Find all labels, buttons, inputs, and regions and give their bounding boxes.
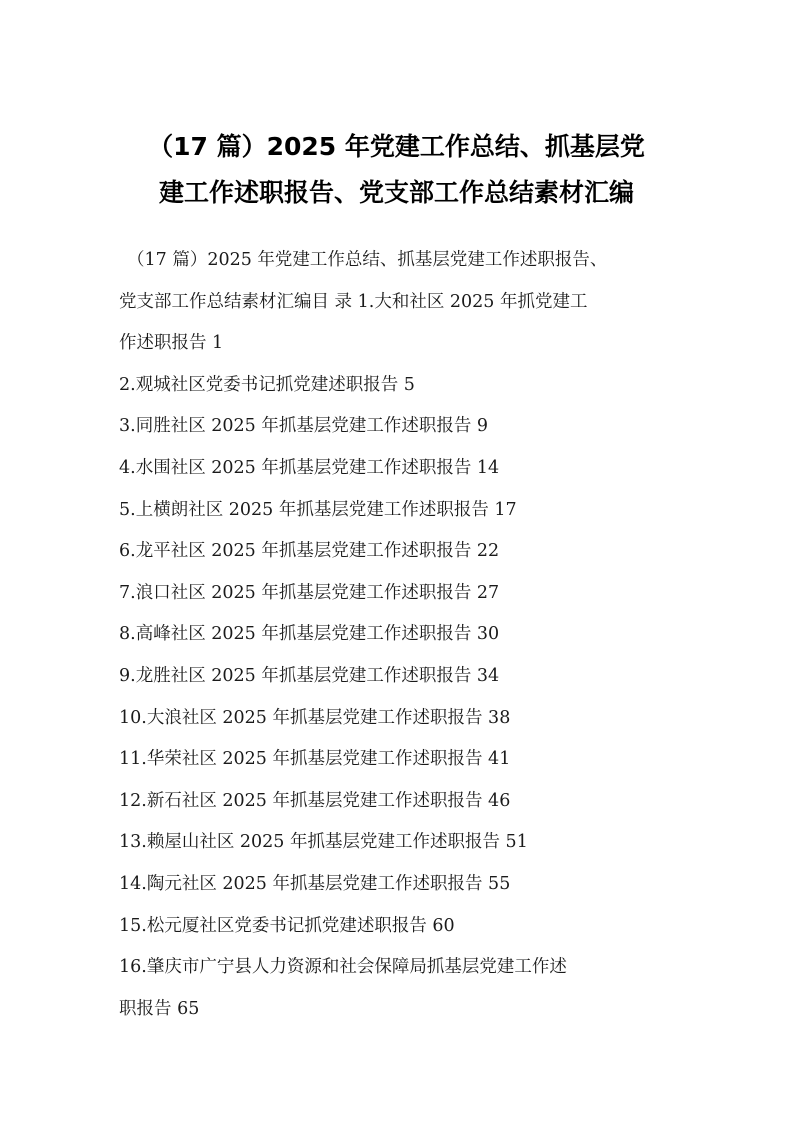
- title-line-2: 建工作述职报告、党支部工作总结素材汇编: [158, 178, 634, 207]
- intro-paragraph: [119, 240, 679, 365]
- toc-entry: 职报告 65: [119, 998, 200, 1019]
- toc-entry: 9.龙胜社区 2025 年抓基层党建工作述职报告 34: [119, 665, 500, 686]
- document-title: [100, 124, 693, 216]
- intro-line: 作述职报告 1: [119, 333, 224, 354]
- toc-entry: 13.赖屋山社区 2025 年抓基层党建工作述职报告 51: [119, 832, 528, 853]
- toc-entry: 8.高峰社区 2025 年抓基层党建工作述职报告 30: [119, 624, 500, 645]
- toc-entry: 3.同胜社区 2025 年抓基层党建工作述职报告 9: [119, 416, 489, 437]
- toc-entry: 14.陶元社区 2025 年抓基层党建工作述职报告 55: [119, 873, 511, 894]
- toc-entry: 12.新石社区 2025 年抓基层党建工作述职报告 46: [119, 790, 511, 811]
- document-body: [119, 240, 679, 1030]
- intro-line: 党支部工作总结素材汇编目 录 1.大和社区 2025 年抓党建工: [119, 291, 588, 312]
- toc-entry: 2.观城社区党委书记抓党建述职报告 5: [119, 374, 415, 395]
- intro-line: （17 篇）2025 年党建工作总结、抓基层党建工作述职报告、: [127, 250, 608, 270]
- toc-entry: 5.上横朗社区 2025 年抓基层党建工作述职报告 17: [119, 499, 517, 520]
- toc-entry: 15.松元厦社区党委书记抓党建述职报告 60: [119, 915, 455, 936]
- toc-entry: 10.大浪社区 2025 年抓基层党建工作述职报告 38: [119, 707, 511, 728]
- toc-entry: 7.浪口社区 2025 年抓基层党建工作述职报告 27: [119, 582, 500, 603]
- title-line-1: （17 篇）2025 年党建工作总结、抓基层党: [148, 132, 645, 161]
- toc-entry: 4.水围社区 2025 年抓基层党建工作述职报告 14: [119, 457, 500, 478]
- toc-entry: 6.龙平社区 2025 年抓基层党建工作述职报告 22: [119, 541, 500, 562]
- toc-entry: 16.肇庆市广宁县人力资源和社会保障局抓基层党建工作述: [119, 957, 567, 978]
- table-of-contents: [119, 365, 679, 1031]
- toc-entry: 11.华荣社区 2025 年抓基层党建工作述职报告 41: [119, 749, 511, 770]
